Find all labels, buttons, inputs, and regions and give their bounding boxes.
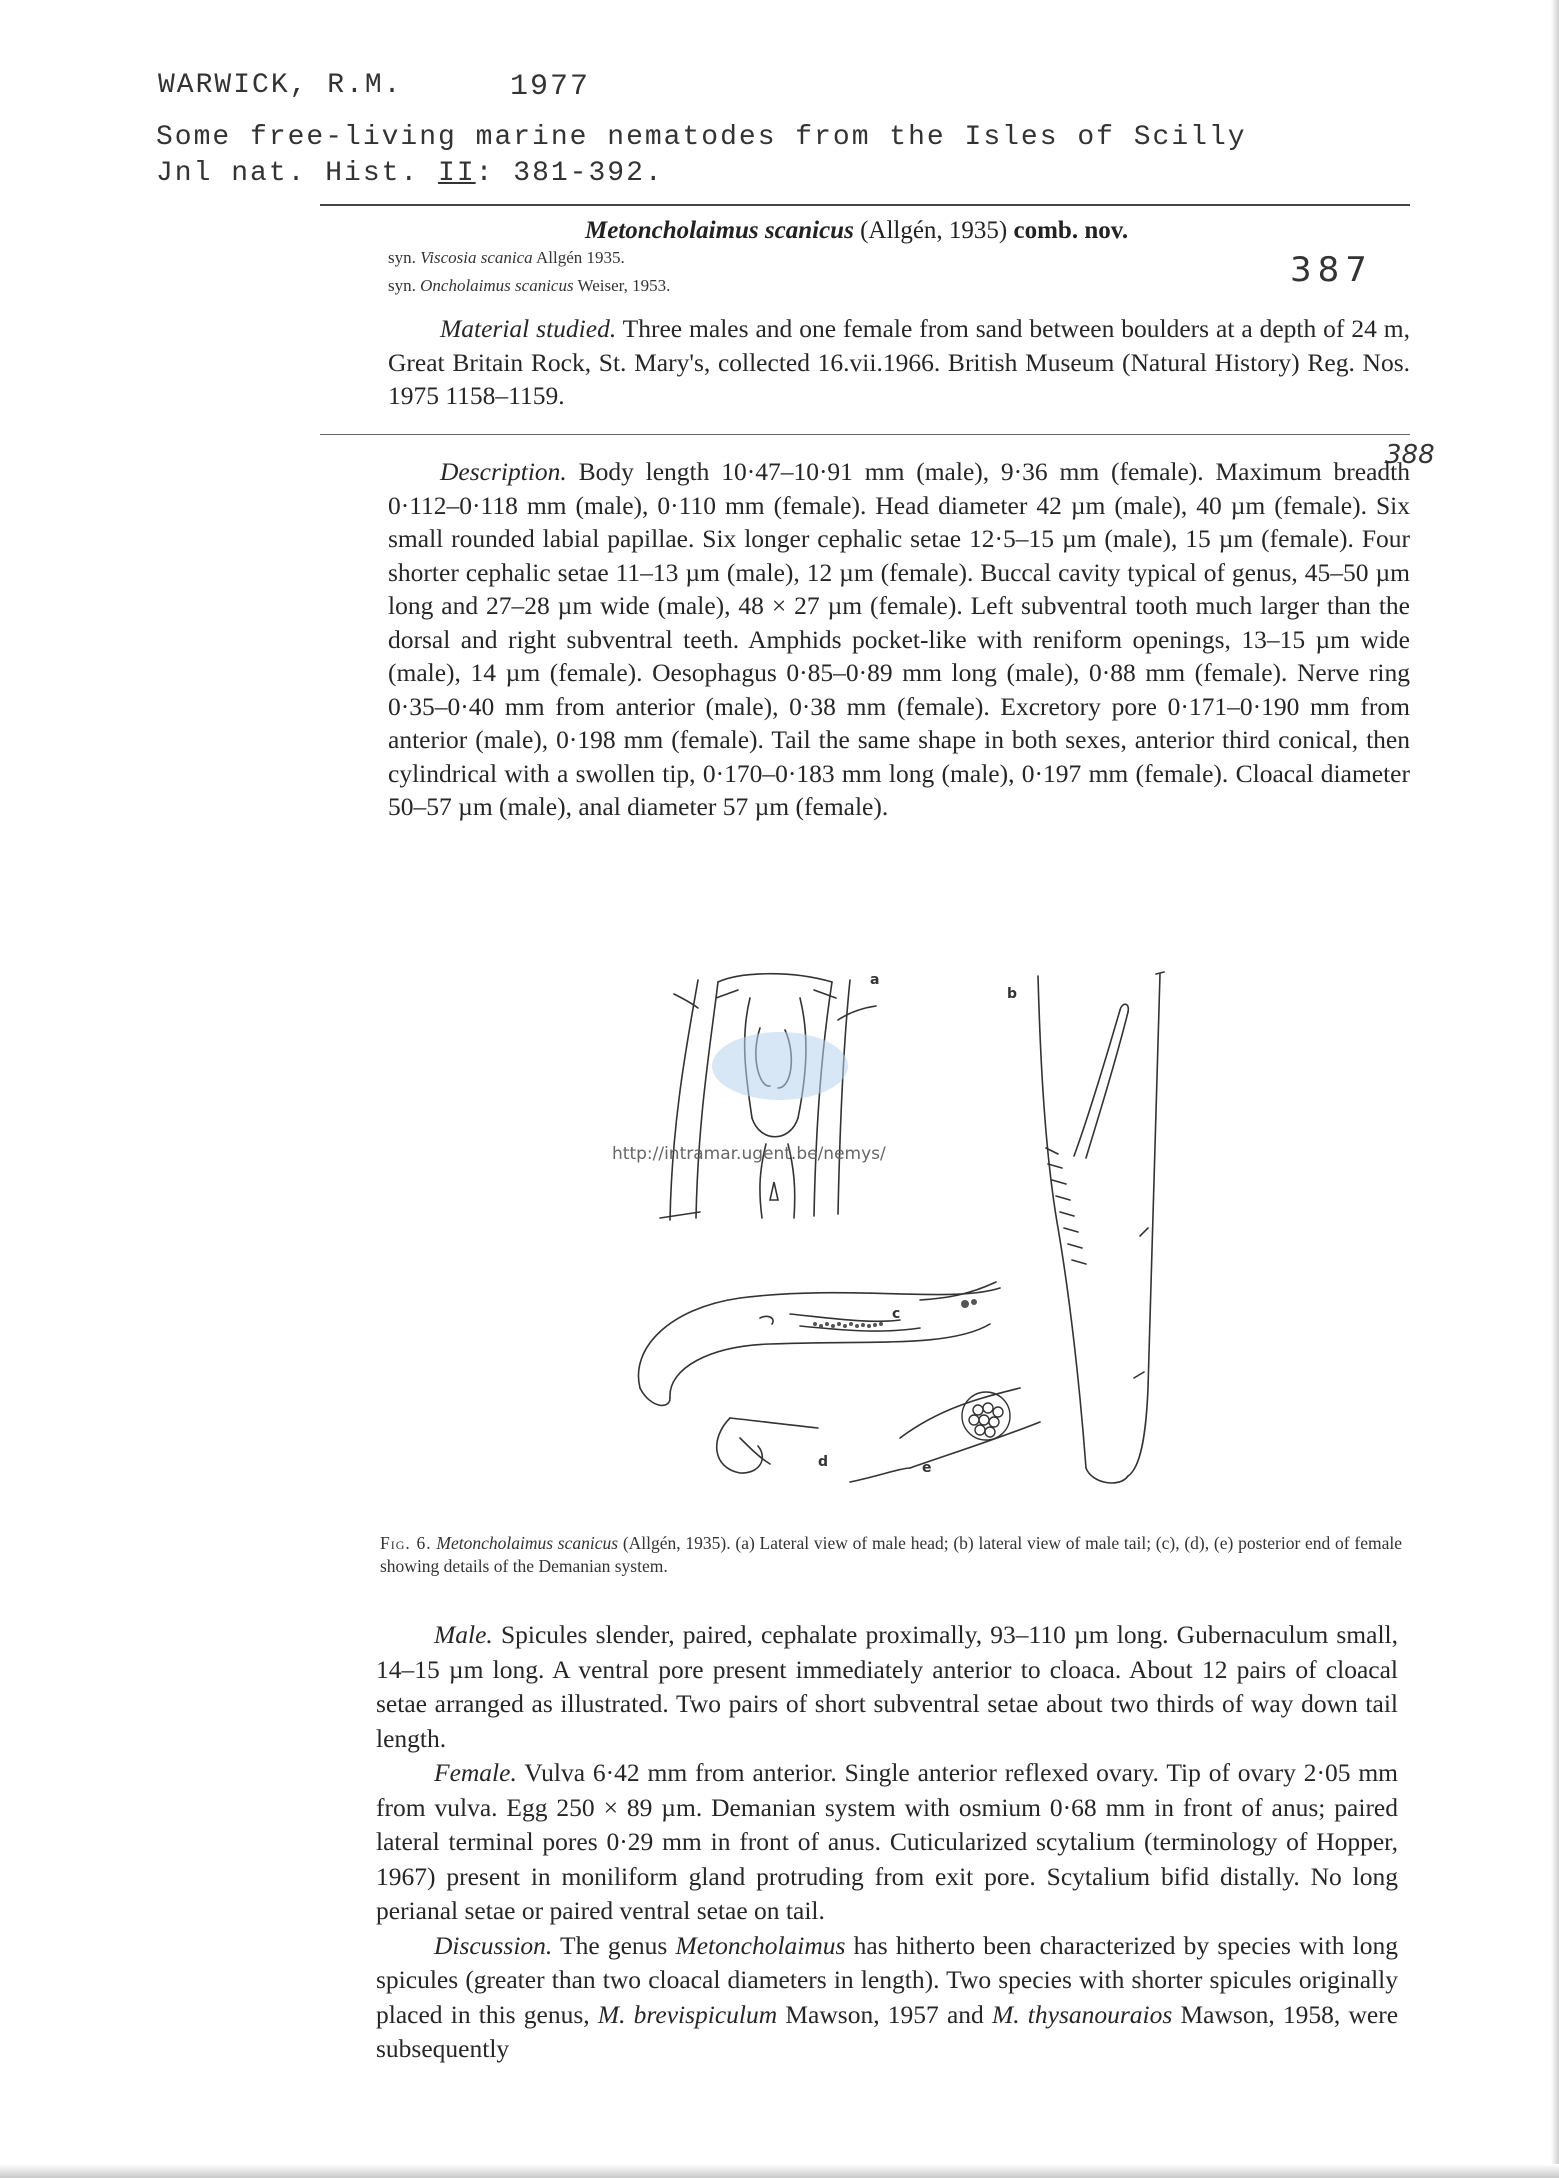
discussion-text-1: The genus — [552, 1930, 676, 1960]
species-status: comb. nov. — [1013, 217, 1129, 244]
figure-label-a: a — [870, 972, 880, 988]
discussion-text-4: Mawson, 1958, were subsequently — [376, 1999, 1399, 2063]
discussion-text-2: has hitherto been characterized by species with long spicules (greater than two cloacal diameters in length). Two species with shorter spicules originally placed in this genus, — [376, 1930, 1398, 2029]
typed-journal — [156, 158, 664, 189]
material-heading: Material studied. — [440, 314, 617, 343]
species-name: Metoncholaimus scanicus — [585, 217, 854, 244]
scan-bottom-shadow — [0, 2164, 1559, 2178]
header-rule — [320, 204, 1410, 206]
figure-moniliform-gland — [962, 1392, 1010, 1440]
figure-label-c: c — [892, 1306, 901, 1322]
figure-label-b: b — [1007, 986, 1018, 1002]
handwritten-page-number-388: 388 — [1385, 440, 1435, 470]
scan-edge-shadow — [1551, 0, 1559, 2178]
discussion-paragraph — [376, 1929, 1398, 2067]
caption-text: (Allgén, 1935). (a) Lateral view of male head; (b) lateral view of male tail; (c), (d), (e) posterior end of female showing details of the Demanian system. — [380, 1533, 1402, 1576]
figure-part-d — [717, 1418, 818, 1473]
material-paragraph — [388, 312, 1410, 413]
sections-block — [376, 1618, 1398, 2067]
caption-fig-number: Fig. 6. — [380, 1533, 432, 1553]
figure-label-e: e — [922, 1460, 932, 1476]
female-text: Vulva 6·42 mm from anterior. Single anterior reflexed ovary. Tip of ovary 2·05 mm from vulva. Egg 250 × 89 µm. Demanian system with osmium 0·68 mm in front of anus; paired lateral terminal pores 0·29 mm in front of anus. Cuticularized scytalium (terminology of Hopper, 1967) present in moniliform gland protruding from exit pore. Scytalium bifid distally. No long perianal setae or paired ventral setae on tail. — [376, 1758, 1398, 1925]
caption-species: Metoncholaimus scanicus — [431, 1533, 619, 1553]
figure-caption — [380, 1532, 1402, 1578]
female-paragraph — [376, 1756, 1398, 1929]
watermark-logo-icon — [712, 1032, 848, 1100]
synonym-2 — [388, 276, 670, 296]
synonym-name: Viscosia scanica — [420, 248, 533, 267]
journal-volume: II — [438, 158, 476, 189]
synonym-prefix: syn. — [388, 248, 421, 267]
discussion-species-2: M. thysanouraios — [991, 1999, 1173, 2029]
journal-pages: : 381-392. — [475, 158, 664, 189]
description-text: Body length 10·47–10·91 mm (male), 9·36 mm (female). Maximum breadth 0·112–0·118 mm (male), 0·110 mm (female). Head diameter 42 µm (male), 40 µm (female). Six small rounded labial papillae. Six longer cephalic setae 12·5–15 µm (male), 15 µm (female). Four shorter cephalic setae 11–13 µm (male), 12 µm (female). Buccal cavity typical of genus, 45–50 µm long and 27–28 µm wide (male), 48 × 27 µm (female). Left subventral tooth much larger than the dorsal and right subventral teeth. Amphids pocket-like with reniform openings, 13–15 µm wide (male), 14 µm (female). Oesophagus 0·85–0·89 mm long (male), 0·88 mm (female). Nerve ring 0·35–0·40 mm from anterior (male), 0·38 mm (female). Excretory pore 0·171–0·190 mm from anterior (male), 0·198 mm (female). Tail the same shape in both sexes, anterior third conical, then cylindrical with a swollen tip, 0·170–0·183 mm long (male), 0·197 mm (female). Cloacal diameter 50–57 µm (male), anal diameter 57 µm (female). — [388, 457, 1410, 821]
figure-part-c-female-posterior — [638, 1282, 1000, 1405]
material-text: Three males and one female from sand between boulders at a depth of 24 m, Great Britain Rock, St. Mary's, collected 16.vii.1966. British Museum (Natural History) Reg. Nos. 1975 1158–1159. — [388, 314, 1410, 410]
synonym-prefix: syn. — [388, 276, 421, 295]
page-break-rule — [320, 434, 1410, 435]
discussion-heading: Discussion. — [434, 1930, 553, 1960]
typed-author: WARWICK, R.M. — [158, 70, 403, 101]
typed-title: Some free-living marine nematodes from the Isles of Scilly — [156, 122, 1247, 153]
species-authority: (Allgén, 1935) — [853, 217, 1014, 244]
synonym-name: Oncholaimus scanicus — [420, 276, 574, 295]
male-paragraph — [376, 1618, 1398, 1756]
male-heading: Male. — [434, 1620, 493, 1649]
description-heading: Description. — [440, 457, 567, 486]
figure-part-b-male-tail — [1038, 972, 1164, 1483]
figure-label-d: d — [818, 1454, 829, 1470]
handwritten-page-number-387: 387 — [1290, 250, 1373, 290]
discussion-genus: Metoncholaimus — [675, 1930, 846, 1960]
description-paragraph — [388, 455, 1410, 824]
figure-part-e — [850, 1388, 1040, 1482]
synonym-1 — [388, 248, 625, 268]
female-heading: Female. — [434, 1758, 517, 1787]
discussion-species-1: M. brevispiculum — [597, 1999, 778, 2029]
discussion-text-3: Mawson, 1957 and — [777, 1999, 992, 2029]
journal-name: Jnl nat. Hist. — [156, 158, 439, 189]
male-text: Spicules slender, paired, cephalate proximally, 93–110 µm long. Gubernaculum small, 14–15 µm long. A ventral pore present immediately anterior to cloaca. About 12 pairs of cloacal setae arranged as illustrated. Two pairs of short subventral setae about two thirds of way down tail length. — [376, 1620, 1398, 1753]
species-heading — [585, 217, 1128, 245]
watermark-url: http://intramar.ugent.be/nemys/ — [612, 1144, 886, 1164]
synonym-authority: Allgén 1935. — [532, 248, 625, 267]
typed-year: 1977 — [510, 70, 591, 104]
synonym-authority: Weiser, 1953. — [573, 276, 671, 295]
figure-6-drawing — [600, 968, 1280, 1518]
